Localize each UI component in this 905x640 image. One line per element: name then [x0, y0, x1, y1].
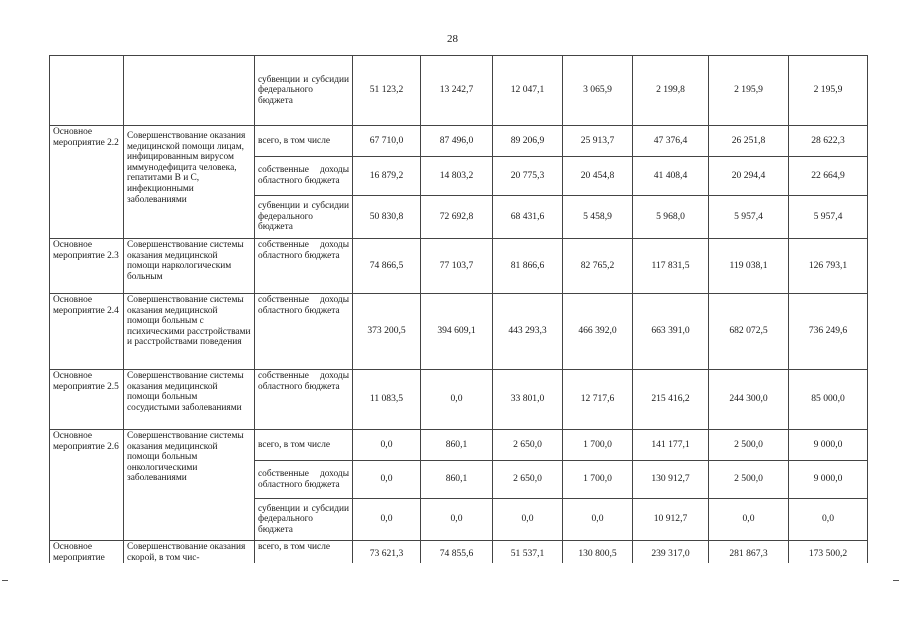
value-cell: 2 500,0: [709, 430, 789, 461]
value-cell: 41 408,4: [633, 157, 709, 196]
value-cell: 141 177,1: [633, 430, 709, 461]
value-cell: 0,0: [789, 499, 868, 541]
value-cell: 0,0: [353, 430, 421, 461]
description-cell: Совершенствование системы оказания медицинской помощи больным онкологическими заболеваниями: [124, 430, 255, 541]
funding-source-cell: всего, в том числе: [255, 430, 353, 461]
value-cell: 5 957,4: [709, 196, 789, 239]
value-cell: 2 195,9: [709, 56, 789, 126]
value-cell: 682 072,5: [709, 294, 789, 370]
value-cell: 13 242,7: [421, 56, 493, 126]
value-cell: 3 065,9: [563, 56, 633, 126]
value-cell: 74 866,5: [353, 239, 421, 294]
value-cell: 0,0: [563, 499, 633, 541]
value-cell: 12 047,1: [493, 56, 563, 126]
description-cell: Совершенствование оказания медицинской помощи лицам, инфицированным вирусом иммунодефицита человека, гепатитами B и C, инфекционными заболеваниями: [124, 126, 255, 239]
value-cell: 82 765,2: [563, 239, 633, 294]
value-cell: 87 496,0: [421, 126, 493, 157]
value-cell: 130 800,5: [563, 541, 633, 581]
activity-cell: Основное мероприятие: [50, 541, 124, 581]
value-cell: 119 038,1: [709, 239, 789, 294]
description-cell: Совершенствование системы оказания медицинской помощи наркологическим больным: [124, 239, 255, 294]
value-cell: 0,0: [709, 499, 789, 541]
value-cell: 215 416,2: [633, 370, 709, 430]
value-cell: 0,0: [353, 461, 421, 499]
value-cell: 74 855,6: [421, 541, 493, 581]
value-cell: 12 717,6: [563, 370, 633, 430]
value-cell: 68 431,6: [493, 196, 563, 239]
value-cell: 0,0: [421, 370, 493, 430]
table-row: [50, 430, 868, 461]
activity-cell: [50, 56, 124, 126]
value-cell: 73 621,3: [353, 541, 421, 581]
funding-source-cell: всего, в том числе: [255, 541, 353, 581]
value-cell: 466 392,0: [563, 294, 633, 370]
value-cell: 244 300,0: [709, 370, 789, 430]
value-cell: 11 083,5: [353, 370, 421, 430]
table-row: [50, 239, 868, 294]
funding-source-cell: субвенции и субсидии федерального бюджета: [255, 196, 353, 239]
value-cell: 9 000,0: [789, 430, 868, 461]
value-cell: 20 775,3: [493, 157, 563, 196]
description-cell: [124, 56, 255, 126]
value-cell: 2 650,0: [493, 430, 563, 461]
value-cell: 81 866,6: [493, 239, 563, 294]
funding-source-cell: собственные доходы областного бюджета: [255, 461, 353, 499]
value-cell: 10 912,7: [633, 499, 709, 541]
value-cell: 394 609,1: [421, 294, 493, 370]
activity-cell: Основное мероприятие 2.6: [50, 430, 124, 541]
value-cell: 47 376,4: [633, 126, 709, 157]
description-cell: Совершенствование системы оказания медицинской помощи больным сосудистыми заболеваниями: [124, 370, 255, 430]
activity-cell: Основное мероприятие 2.3: [50, 239, 124, 294]
value-cell: 51 123,2: [353, 56, 421, 126]
value-cell: 2 650,0: [493, 461, 563, 499]
value-cell: 25 913,7: [563, 126, 633, 157]
page-cut-mask: [0, 563, 905, 640]
value-cell: 281 867,3: [709, 541, 789, 581]
scan-edge-mark: [2, 580, 8, 581]
table-row: [50, 370, 868, 430]
value-cell: 860,1: [421, 461, 493, 499]
table-row: [50, 126, 868, 157]
value-cell: 22 664,9: [789, 157, 868, 196]
value-cell: 2 195,9: [789, 56, 868, 126]
funding-source-cell: субвенции и субсидии федерального бюджета: [255, 56, 353, 126]
value-cell: 5 458,9: [563, 196, 633, 239]
value-cell: 126 793,1: [789, 239, 868, 294]
funding-source-cell: собственные доходы областного бюджета: [255, 239, 353, 294]
value-cell: 0,0: [353, 499, 421, 541]
table-row: [50, 56, 868, 126]
description-cell: Совершенствование оказания скорой, в том чис-: [124, 541, 255, 581]
value-cell: 89 206,9: [493, 126, 563, 157]
value-cell: 173 500,2: [789, 541, 868, 581]
value-cell: 2 500,0: [709, 461, 789, 499]
funding-source-cell: собственные доходы областного бюджета: [255, 294, 353, 370]
funding-source-cell: всего, в том числе: [255, 126, 353, 157]
funding-source-cell: субвенции и субсидии федерального бюджета: [255, 499, 353, 541]
value-cell: 51 537,1: [493, 541, 563, 581]
value-cell: 130 912,7: [633, 461, 709, 499]
value-cell: 67 710,0: [353, 126, 421, 157]
value-cell: 5 957,4: [789, 196, 868, 239]
value-cell: 26 251,8: [709, 126, 789, 157]
value-cell: 50 830,8: [353, 196, 421, 239]
value-cell: 5 968,0: [633, 196, 709, 239]
value-cell: 2 199,8: [633, 56, 709, 126]
activity-cell: Основное мероприятие 2.2: [50, 126, 124, 239]
value-cell: 736 249,6: [789, 294, 868, 370]
value-cell: 9 000,0: [789, 461, 868, 499]
value-cell: 14 803,2: [421, 157, 493, 196]
value-cell: 860,1: [421, 430, 493, 461]
funding-source-cell: собственные доходы областного бюджета: [255, 370, 353, 430]
value-cell: 85 000,0: [789, 370, 868, 430]
value-cell: 28 622,3: [789, 126, 868, 157]
activity-cell: Основное мероприятие 2.4: [50, 294, 124, 370]
page-number: 28: [447, 33, 458, 45]
value-cell: 117 831,5: [633, 239, 709, 294]
value-cell: 0,0: [421, 499, 493, 541]
activity-cell: Основное мероприятие 2.5: [50, 370, 124, 430]
value-cell: 239 317,0: [633, 541, 709, 581]
value-cell: 77 103,7: [421, 239, 493, 294]
value-cell: 1 700,0: [563, 461, 633, 499]
value-cell: 16 879,2: [353, 157, 421, 196]
funding-source-cell: собственные доходы областного бюджета: [255, 157, 353, 196]
scan-edge-mark: [893, 580, 899, 581]
value-cell: 33 801,0: [493, 370, 563, 430]
value-cell: 663 391,0: [633, 294, 709, 370]
value-cell: 373 200,5: [353, 294, 421, 370]
description-cell: Совершенствование системы оказания медицинской помощи больным с психическими расстройствами и расстройствами поведения: [124, 294, 255, 370]
budget-table: [49, 55, 868, 581]
value-cell: 0,0: [493, 499, 563, 541]
value-cell: 20 454,8: [563, 157, 633, 196]
value-cell: 1 700,0: [563, 430, 633, 461]
table-row: [50, 294, 868, 370]
value-cell: 72 692,8: [421, 196, 493, 239]
value-cell: 20 294,4: [709, 157, 789, 196]
value-cell: 443 293,3: [493, 294, 563, 370]
